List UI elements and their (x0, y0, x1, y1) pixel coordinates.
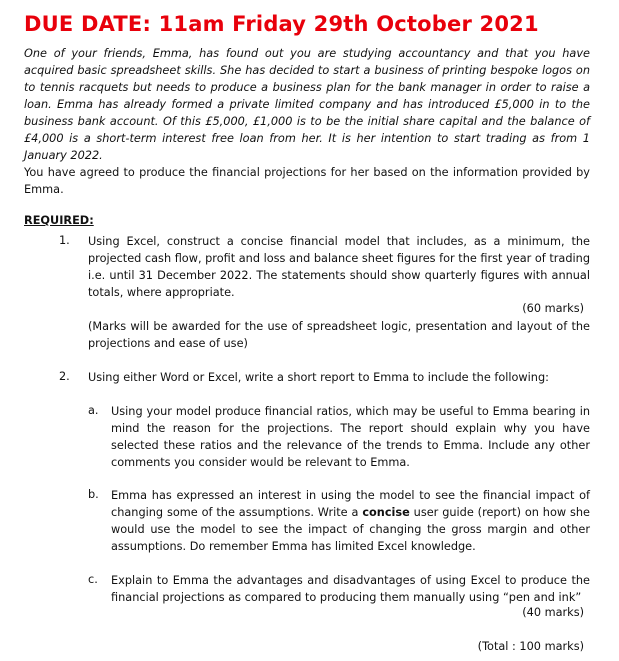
q2c-label: c. (88, 573, 98, 586)
q2-number: 2. (59, 370, 70, 383)
q2-text: Using either Word or Excel, write a short report to Emma to include the following: (88, 371, 549, 384)
q2c-text: Explain to Emma the advantages and disadvantages of using Excel to produce the financial projections as compared to producing them manually using “pen and ink” (111, 574, 590, 604)
q2-marks: (40 marks) (522, 606, 584, 619)
q2b-text-before: Emma has expressed an interest in using the model to see the financial impact of changing some of the assumptions. Write a (111, 489, 590, 519)
q1-note: (Marks will be awarded for the use of spreadsheet logic, presentation and layout of the projections and ease of use) (88, 320, 590, 350)
q2b-text (111, 487, 590, 555)
q2a-text: Using your model produce financial ratios, which may be useful to Emma bearing in mind the reason for the projections. The report should explain why you have selected these ratios and the relevance of the trends to Emma. Include any other comments you consider would be relevant to Emma. (111, 405, 590, 469)
total-marks: (Total : 100 marks) (477, 640, 584, 653)
task-paragraph: You have agreed to produce the financial projections for her based on the information provided by Emma. (24, 166, 590, 196)
q1-number: 1. (59, 234, 70, 247)
q2b-text-after: user guide (report) on how she would use the model to see the impact of changing the gross margin and other assumptions. Do remember Emma has limited Excel knowledge. (111, 506, 590, 553)
q1-text: Using Excel, construct a concise financial model that includes, as a minimum, the projected cash flow, profit and loss and balance sheet figures for the first year of trading i.e. until 31 December 2022. The statements should show quarterly figures with annual totals, where appropriate. (88, 235, 590, 299)
required-heading: REQUIRED: (24, 214, 94, 227)
due-date-title: DUE DATE: 11am Friday 29th October 2021 (24, 12, 539, 36)
q2b-label: b. (88, 488, 99, 501)
q2b-bold-word: concise (362, 506, 410, 519)
q2a-label: a. (88, 404, 99, 417)
intro-paragraph: One of your friends, Emma, has found out you are studying accountancy and that you have acquired basic spreadsheet skills. She has decided to start a business of printing bespoke logos on to tennis racquets but needs to produce a business plan for the bank manager in order to raise a loan. Emma has already formed a private limited company and has introduced £5,000 in to the business bank account. Of this £5,000, £1,000 is to be the initial share capital and the balance of £4,000 is a short-term interest free loan from her. It is her intention to start trading as from 1 January 2022. (24, 47, 590, 162)
q1-marks: (60 marks) (522, 302, 584, 315)
